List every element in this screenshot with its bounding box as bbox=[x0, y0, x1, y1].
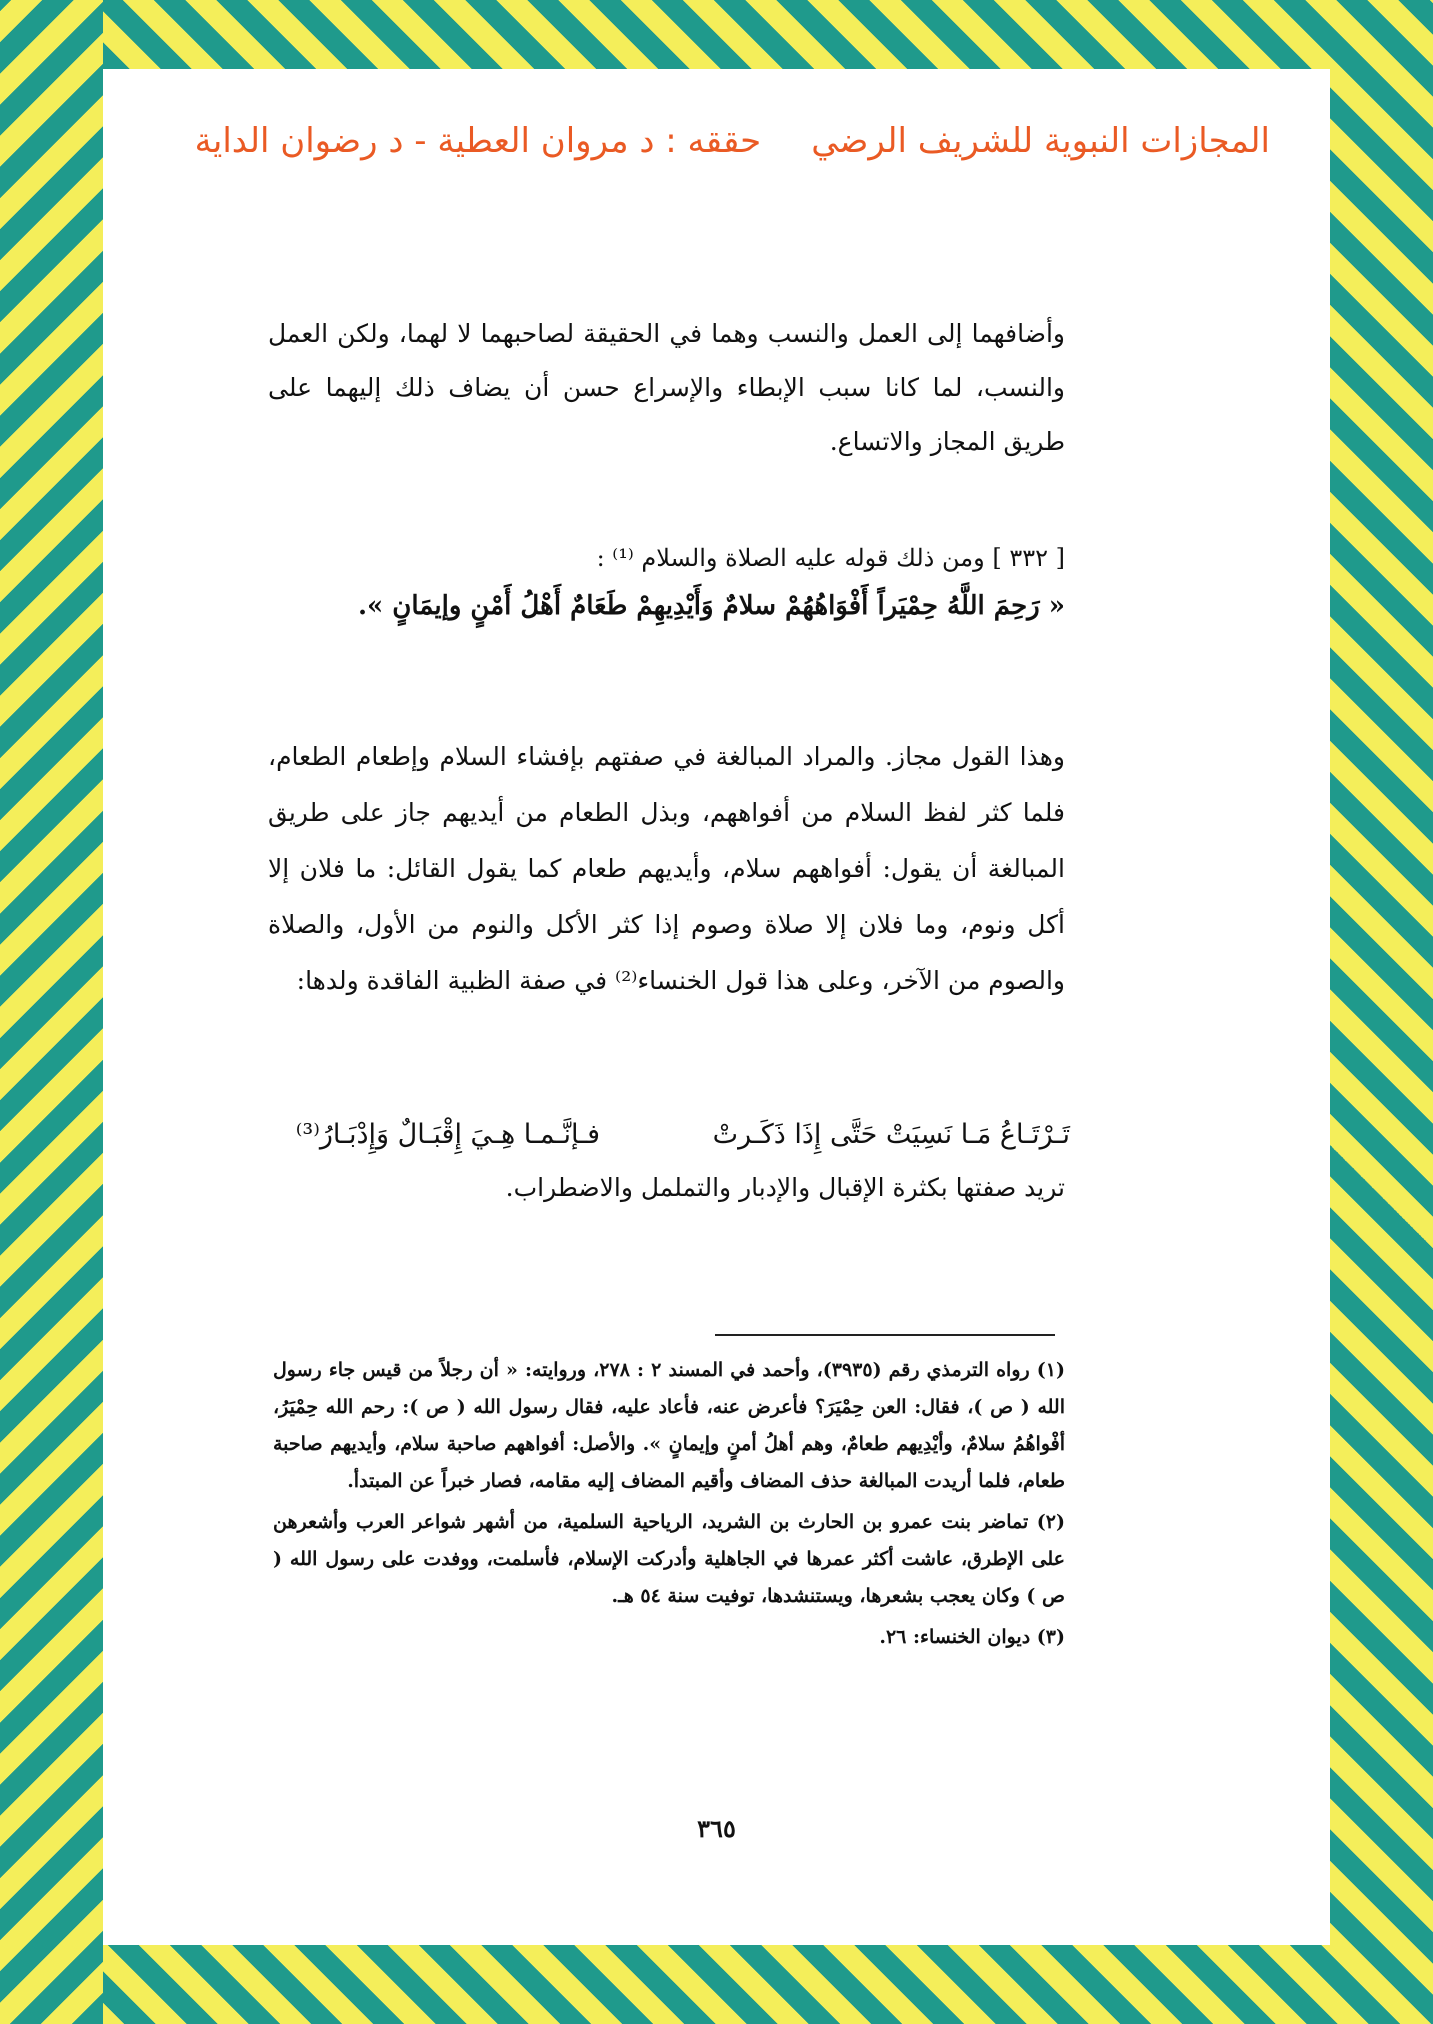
footnote-3: (٣) ديوان الخنساء: ٢٦. bbox=[879, 1626, 1065, 1648]
book-title: المجازات النبوية للشريف الرضي bbox=[811, 121, 1270, 161]
editors: حققه : د مروان العطية - د رضوان الداية bbox=[194, 121, 762, 161]
footnote-1: (١) رواه الترمذي رقم (٣٩٣٥)، وأحمد في المسند ٢ : ٢٧٨، وروايته: « أن رجلاً من قيس جاء رسول الله ( ص )، فقال: العن حِمْيَرَ؟ فأعرض عنه، فأعاد عليه، فقال رسول الله ( ص ): رحم الله حِمْيَرُ، أفْواهُمُ سلامٌ، وأيْدِيهم طعامٌ، وهم أهلُ أمنٍ وإيمانٍ ». والأصل: أفواههم صاحبة سلام، وأيديهم صاحبة طعام، فلما أريدت المبالغة حذف المضاف وأقيم المضاف إليه مقامه، فصار خبراً عن المبتدأ. bbox=[273, 1359, 1065, 1492]
decorative-border-left bbox=[0, 0, 103, 2024]
hadith-block bbox=[268, 534, 1065, 630]
poem-hemistich-2: فـإنَّـمـا هِـيَ إِقْبَـالٌ وَإِدْبَـارُ⁽³⁾ bbox=[295, 1119, 600, 1150]
poem-hemistich-1: تَـرْتَـاعُ مَـا نَسِيَتْ حَتَّى إِذَا ذَكَـرتْ bbox=[712, 1119, 1070, 1150]
page-number: ٣٦٥ bbox=[697, 1814, 736, 1843]
paragraph-1: وأضافهما إلى العمل والنسب وهما في الحقيقة لصاحبهما لا لهما، ولكن العمل والنسب، لما كانا سبب الإبطاء والإسراع حسن أن يضاف ذلك إليهما على طريق المجاز والاتساع. bbox=[268, 319, 1065, 456]
footnote-divider bbox=[715, 1334, 1055, 1336]
paragraph-3: وهذا القول مجاز. والمراد المبالغة في صفتهم بإفشاء السلام وإطعام الطعام، فلما كثر لفظ السلام من أفواههم، وبذل الطعام من أيديهم جاز على طريق المبالغة أن يقول: أفواههم سلام، وأيديهم طعام كما يقول القائل: ما فلان إلا أكل ونوم، وما فلان إلا صلاة وصوم إذا كثر الأكل والنوم من الأول، والصلاة والصوم من الآخر، وعلى هذا قول الخنساء⁽²⁾ في صفة الظبية الفاقدة ولدها: bbox=[268, 742, 1065, 995]
poem-note: تريد صفتها بكثرة الإقبال والإدبار والتململ والاضطراب. bbox=[505, 1173, 1065, 1202]
hadith-intro: [ ٣٣٢ ] ومن ذلك قوله عليه الصلاة والسلام ⁽¹⁾ : bbox=[596, 544, 1065, 572]
page bbox=[103, 69, 1330, 1945]
hadith-quote: « رَحِمَ اللَّهُ حِمْيَراً أَفْوَاهُهُمْ سلامٌ وَأَيْدِيهِمْ طَعَامٌ أَهْلُ أَمْنٍ وإيمَانٍ ». bbox=[357, 591, 1065, 621]
poem-verse bbox=[263, 1119, 1070, 1173]
footnotes bbox=[273, 1352, 1065, 1660]
footnote-2: (٢) تماضر بنت عمرو بن الحارث بن الشريد، الرياحية السلمية، من أشهر شواعر العرب وأشعرهن على الإطرق، عاشت أكثر عمرها في الجاهلية وأدركت الإسلام، فأسلمت، ووفدت على رسول الله ( ص ) وكان يعجب بشعرها، ويستنشدها، توفيت سنة ٥٤ هـ. bbox=[273, 1511, 1065, 1607]
page-header bbox=[143, 121, 1270, 161]
